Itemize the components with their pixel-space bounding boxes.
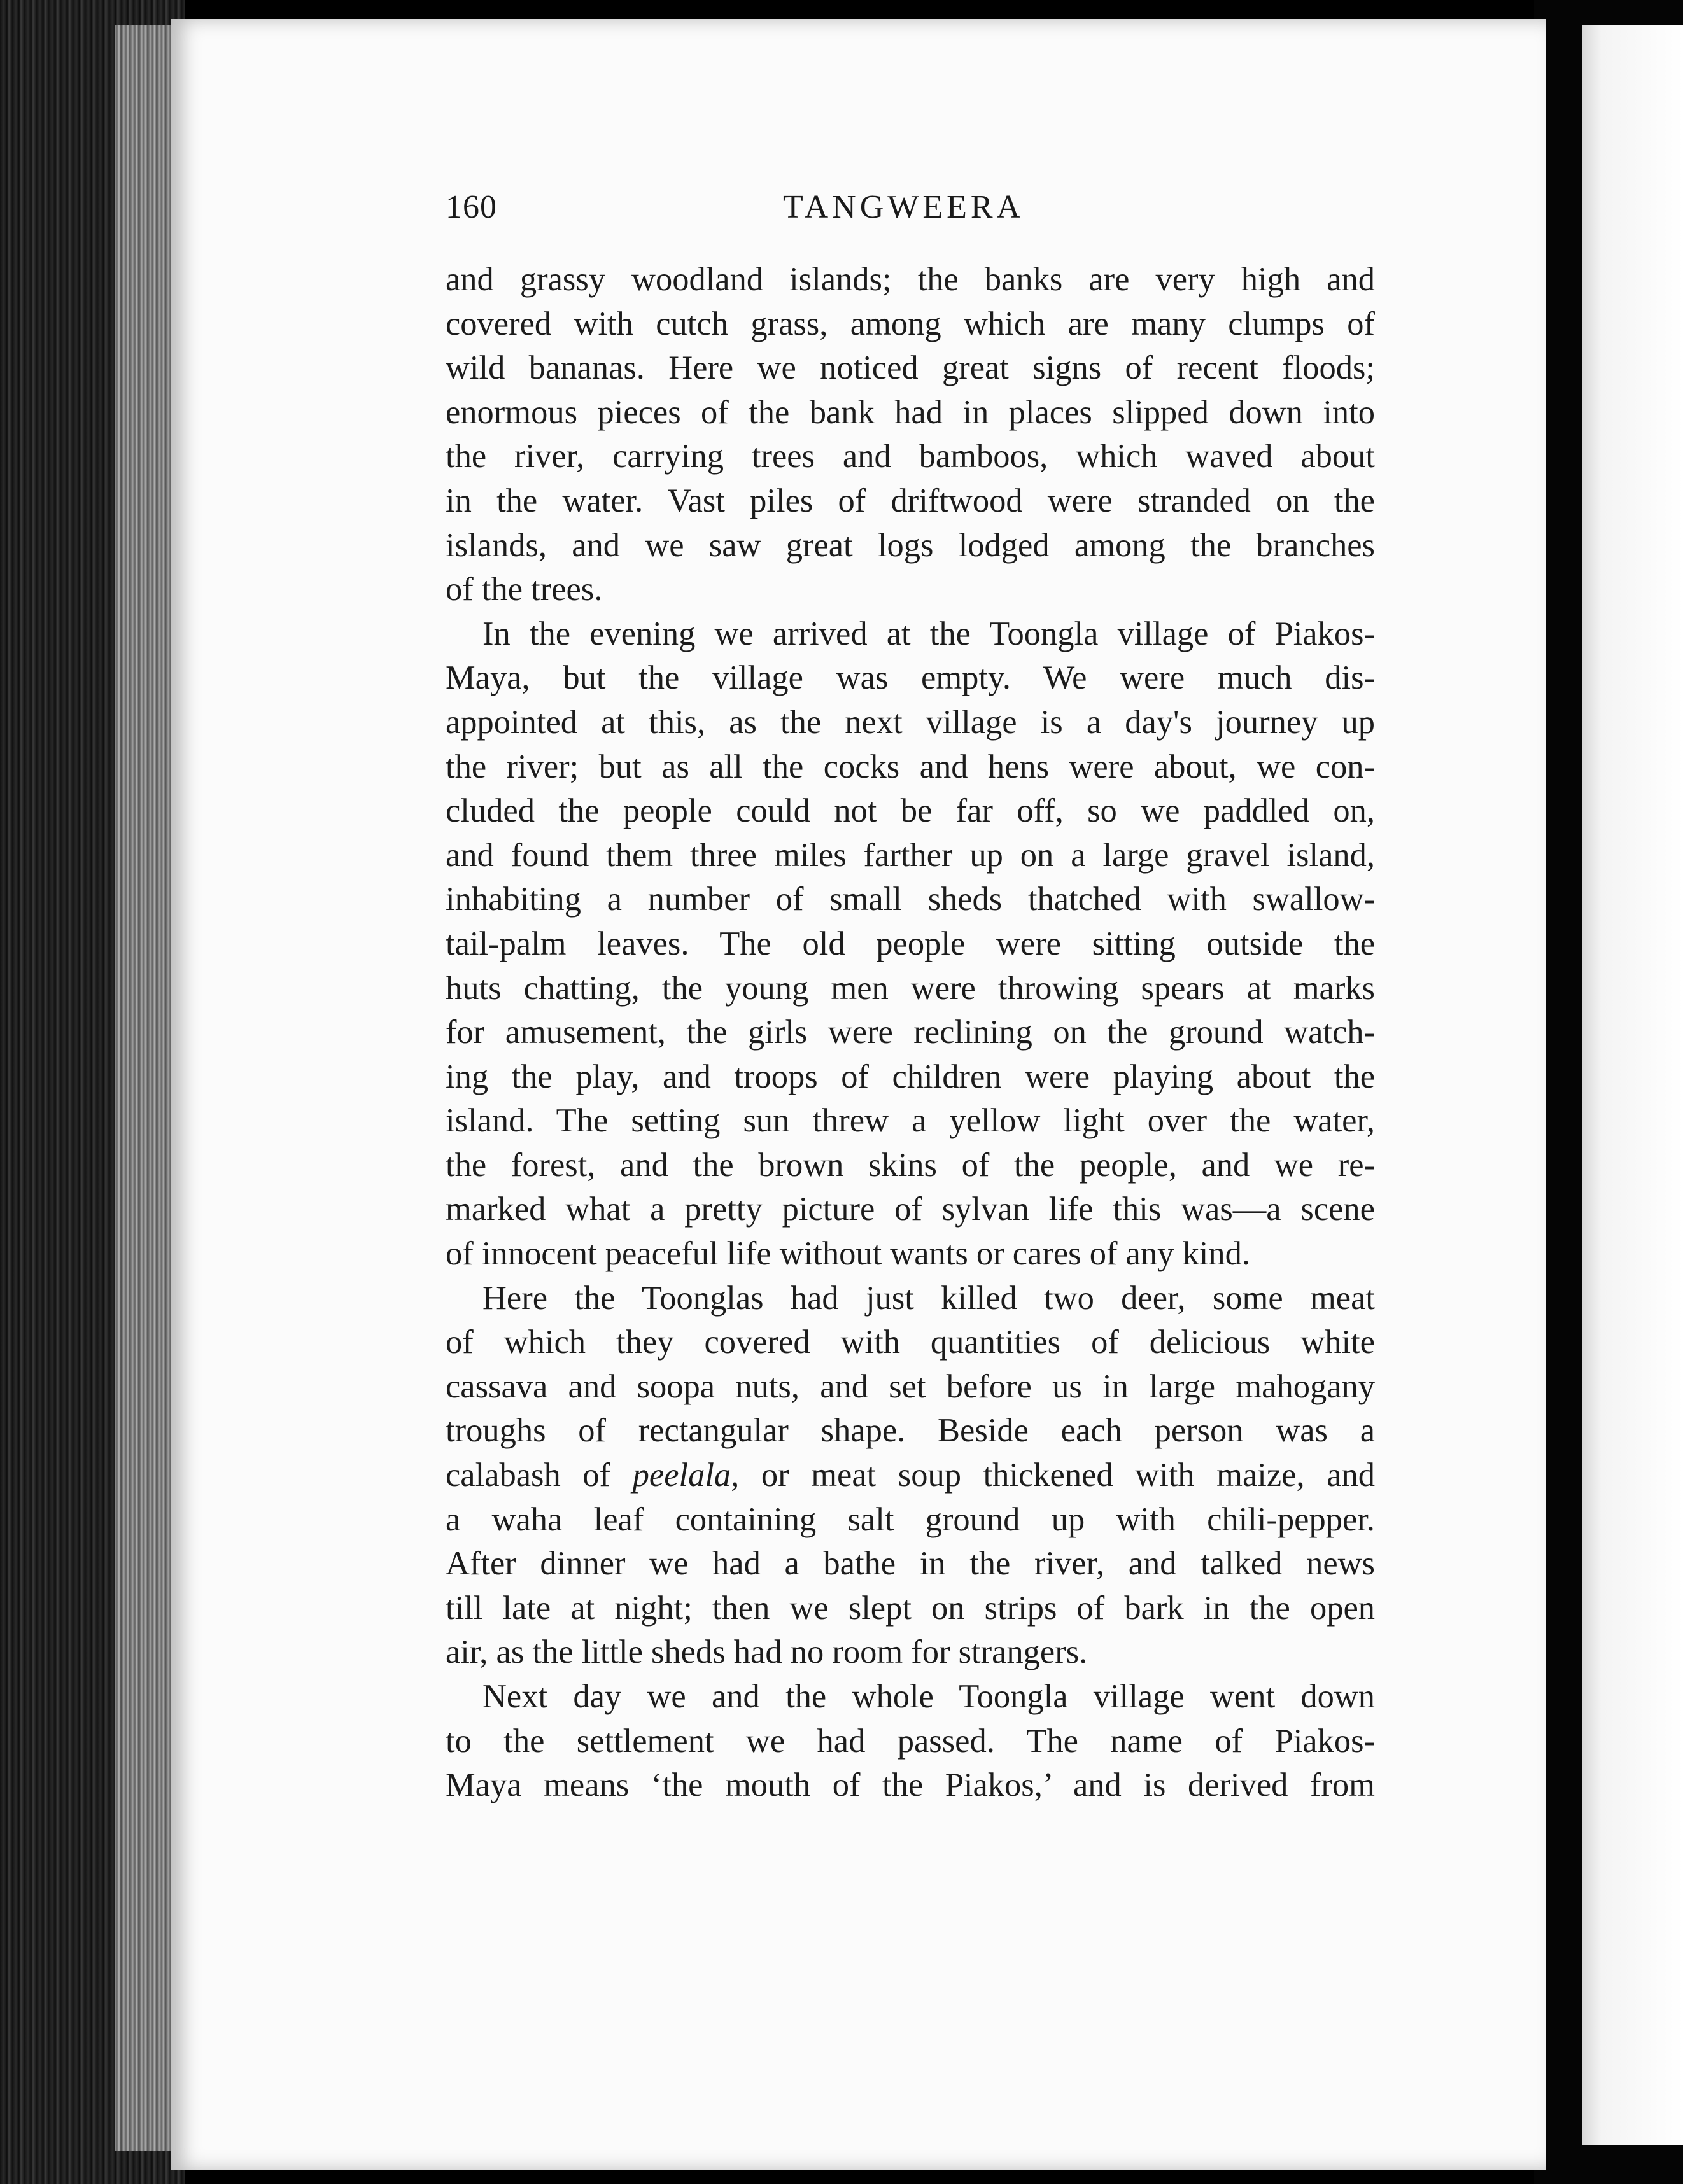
- text-line: and grassy woodland islands; the banks are very high and: [446, 261, 1375, 298]
- text-line: covered with cutch grass, among which are many clumps of: [446, 305, 1375, 342]
- text-line: till late at night; then we slept on strips of bark in the open: [446, 1589, 1375, 1627]
- text-line: [446, 1453, 1375, 1498]
- text-line: to the settlement we had passed. The name of Piakos-: [446, 1722, 1375, 1760]
- text-line: Maya, but the village was empty. We were much dis-: [446, 659, 1375, 697]
- text-line: marked what a pretty picture of sylvan life this was—a scene: [446, 1191, 1375, 1228]
- text-line: of innocent peaceful life without wants or cares of any kind.: [446, 1235, 1250, 1273]
- text-line: Here the Toonglas had just killed two deer, some meat: [482, 1279, 1375, 1317]
- running-title: TANGWEERA: [783, 189, 1025, 225]
- text-line: and found them three miles farther up on a large gravel island,: [446, 836, 1375, 874]
- text-line: for amusement, the girls were reclining on the ground watch-: [446, 1014, 1375, 1051]
- text-line: wild bananas. Here we noticed great signs of recent floods;: [446, 349, 1375, 387]
- text-line: of the trees.: [446, 571, 603, 608]
- text-line: cassava and soopa nuts, and set before us in large mahogany: [446, 1368, 1375, 1405]
- text-line: Next day we and the whole Toongla village went down: [482, 1678, 1375, 1715]
- italic-word: peelala: [632, 1457, 731, 1494]
- text-line: a waha leaf containing salt ground up with chili-pepper.: [446, 1501, 1375, 1538]
- body-text: [446, 258, 1375, 1808]
- text-line: the forest, and the brown skins of the people, and we re-: [446, 1146, 1375, 1184]
- text-line: air, as the little sheds had no room for strangers.: [446, 1634, 1088, 1671]
- text-line: appointed at this, as the next village is a day's journey up: [446, 703, 1375, 741]
- text-line: cluded the people could not be far off, so we paddled on,: [446, 792, 1375, 830]
- text-line: islands, and we saw great logs lodged among the branches: [446, 526, 1375, 564]
- text-line: huts chatting, the young men were throwing spears at marks: [446, 969, 1375, 1007]
- text-line: in the water. Vast piles of driftwood were stranded on the: [446, 482, 1375, 519]
- text-line: After dinner we had a bathe in the river, and talked news: [446, 1545, 1375, 1583]
- text-line: inhabiting a number of small sheds thatched with swallow-: [446, 881, 1375, 918]
- text-fragment: , or meat soup thickened with maize, and: [731, 1457, 1375, 1494]
- text-line: the river; but as all the cocks and hens were about, we con-: [446, 748, 1375, 785]
- text-line: the river, carrying trees and bamboos, which waved about: [446, 438, 1375, 475]
- running-head: [446, 188, 1375, 233]
- text-line: tail-palm leaves. The old people were sitting outside the: [446, 925, 1375, 962]
- text-line: island. The setting sun threw a yellow light over the water,: [446, 1102, 1375, 1140]
- text-line: ing the play, and troops of children were playing about the: [446, 1058, 1375, 1095]
- next-page-edge: [1582, 25, 1683, 2145]
- text-line: enormous pieces of the bank had in places slipped down into: [446, 393, 1375, 431]
- book-edge-left: [0, 0, 185, 2184]
- page-number: 160: [446, 189, 497, 225]
- text-fragment: calabash of: [446, 1457, 611, 1494]
- text-line: troughs of rectangular shape. Beside each person was a: [446, 1412, 1375, 1450]
- text-line: Maya means ‘the mouth of the Piakos,’ and is derived from: [446, 1767, 1375, 1804]
- text-line: In the evening we arrived at the Toongla village of Piakos-: [482, 615, 1375, 652]
- text-line: of which they covered with quantities of delicious white: [446, 1324, 1375, 1361]
